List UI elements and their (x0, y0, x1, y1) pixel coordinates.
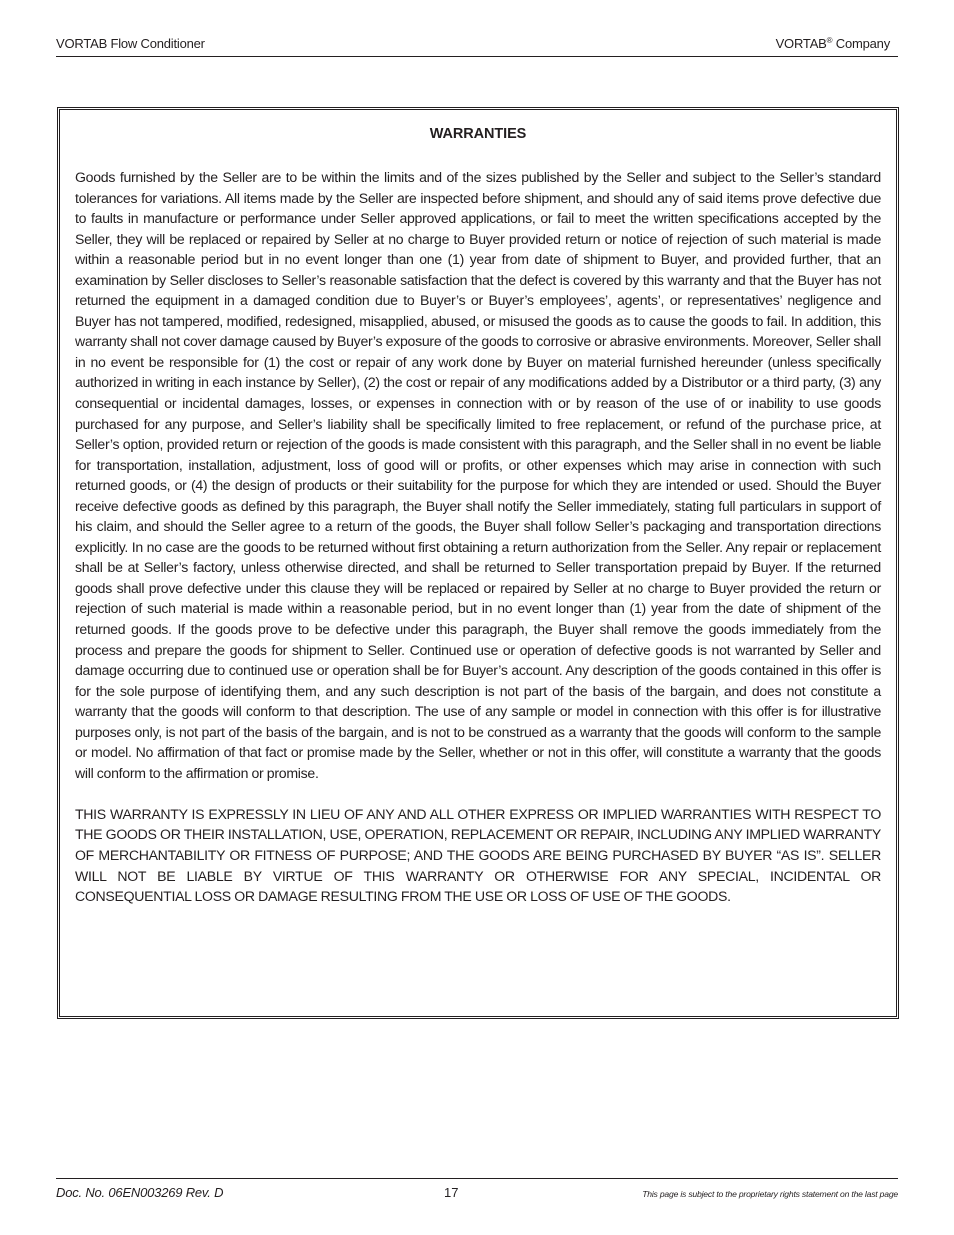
header-product-name: VORTAB Flow Conditioner (56, 36, 205, 51)
page-number: 17 (444, 1185, 459, 1200)
document-number: Doc. No. 06EN003269 Rev. D (56, 1185, 224, 1200)
header-company-suffix: Company (832, 36, 890, 51)
warranties-box (57, 107, 899, 1019)
registered-trademark-mark: ® (826, 36, 833, 45)
page-footer (56, 1178, 898, 1209)
disclaimer-paragraph: THIS WARRANTY IS EXPRESSLY IN LIEU OF ANY AND ALL OTHER EXPRESS OR IMPLIED WARRANTIES WITH RESPECT TO THE GOODS OR THEIR INSTALLATION, USE, OPERATION, REPLACEMENT OR REPAIR, INCLUDING ANY IMPLIED WARRANTY OF MERCHANTABILITY OR FITNESS OF PURPOSE; AND THE GOODS ARE BEING PURCHASED BY BUYER “AS IS”. SELLER WILL NOT BE LIABLE BY VIRTUE OF THIS WARRANTY OR OTHERWISE FOR ANY SPECIAL, INCIDENTAL OR CONSEQUENTIAL LOSS OR DAMAGE RESULTING FROM THE USE OR LOSS OF USE OF THE GOODS. (75, 805, 881, 905)
header-company-name (776, 36, 890, 51)
proprietary-note: This page is subject to the proprietary rights statement on the last page (642, 1189, 898, 1199)
warranty-paragraph: Goods furnished by the Seller are to be within the limits and of the sizes published by the Seller and subject to the Seller’s standard tolerances for variations. All items made by the Seller are inspected before shipment, and should any of said items prove defective due to faults in manufacture or performance under Seller approved applications, or fail to meet the written specifications accepted by the Seller, they will be replaced or repaired by Seller at no charge to Buyer provided return or notice of rejection of such material is made within a reasonable period but in no event longer than one (1) year from date of shipment to Buyer, and provided further, that an examination by Seller discloses to Seller’s reasonable satisfaction that the defect is covered by this warranty and that the Buyer has not returned the equipment in a damaged condition due to Buyer’s or Buyer’s employees’, agents’, or representatives’ negligence and Buyer has not tampered, modified, redesigned, misapplied, abused, or misused the goods as to cause the goods to fail. In addition, this warranty shall not cover damage caused by Buyer’s exposure of the goods to corrosive or abrasive environments. Moreover, Seller shall in no event be responsible for (1) the cost or repair of any work done by Buyer on material furnished hereunder (unless specifically authorized in writing in each instance by Seller), (2) the cost or repair of any modifications added by a Distributor or a third party, (3) any consequential or incidental damages, losses, or expenses in connection with or by reason of the use of or inability to use goods purchased for any purpose, and Seller’s liability shall be specifically limited to free replacement, or refund of the purchase price, at Seller’s option, provided return or rejection of the goods is made consistent with this paragraph, and the Seller shall in no event be liable for transportation, installation, adjustment, loss of good will or profits, or other expenses which may arise in connection with such returned goods, or (4) the design of products or their suitability for the purpose for which they are intended or used. Should the Buyer receive defective goods as defined by this paragraph, the Buyer shall notify the Seller immediately, stating full particulars in support of his claim, and should the Seller agree to a return of the goods, the Buyer shall follow Seller’s packaging and transportation directions explicitly. In no case are the goods to be returned without first obtaining a return authorization from the Seller. Any repair or replacement shall be at Seller’s factory, unless otherwise directed, and shall be returned to Seller transportation prepaid by Buyer. If the returned goods shall prove defective under this clause they will be replaced or repaired by Seller at no charge to Buyer provided the return or rejection of such material is made within a reasonable period, but in no event longer than (1) year from the date of shipment of the returned goods. If the goods prove to be defective under this paragraph, the Buyer shall remove the goods immediately from the process and prepare the goods for shipment to Seller. Continued use or operation of defective goods is not warranted by Seller and damage occurring due to continued use or operation shall be for Buyer’s account. Any description of the goods contained in this offer is for the sole purpose of identifying them, and any such description is not part of the basis of the bargain, and does not constitute a warranty that the goods will conform to that description. The use of any sample or model in connection with this offer is for illustrative purposes only, is not part of the basis of the bargain, and is not to be construed as a warranty that the goods will conform to the sample or model. No affirmation of that fact or promise made by the Seller, whether or not in this offer, will constitute a warranty that the goods will conform to the affirmation or promise. (75, 169, 881, 781)
warranty-text (75, 167, 881, 907)
header-company-brand: VORTAB (775, 36, 827, 51)
page-header (56, 34, 898, 57)
section-title: WARRANTIES (429, 126, 527, 142)
